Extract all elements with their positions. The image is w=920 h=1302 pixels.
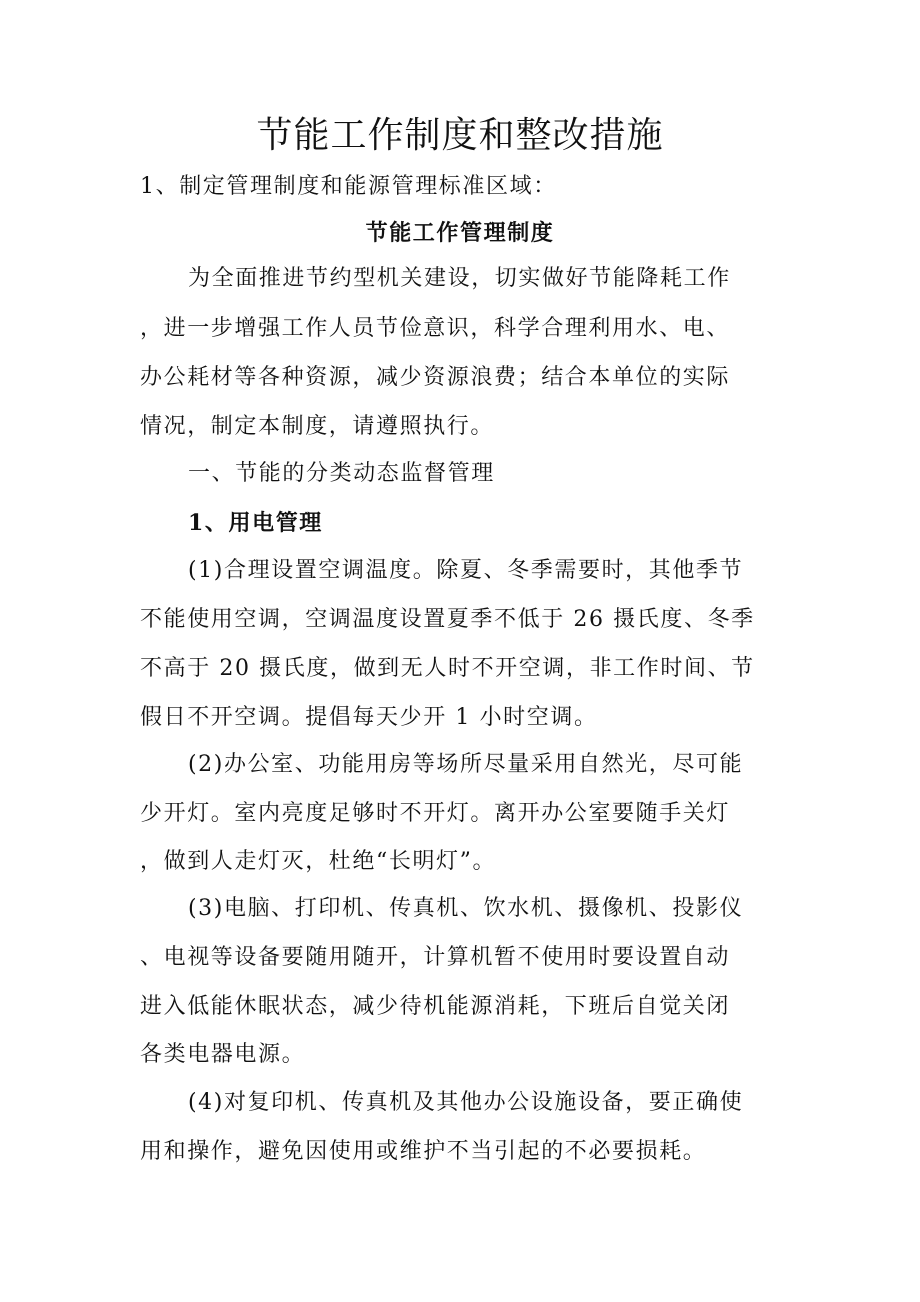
electricity-heading: 1、用电管理 xyxy=(188,510,323,536)
item1-line: (1)合理设置空调温度。除夏、冬季需要时，其他季节 xyxy=(188,558,744,583)
subtitle: 节能工作管理制度 xyxy=(365,220,555,246)
item3-line: (3)电脑、打印机、传真机、饮水机、摄像机、投影仪 xyxy=(188,896,744,921)
intro-line: 情况，制定本制度，请遵照执行。 xyxy=(140,414,495,439)
item2-line: 少开灯。室内亮度足够时不开灯。离开办公室要随手关灯 xyxy=(140,801,731,826)
item3-line: 、电视等设备要随用随开，计算机暂不使用时要设置自动 xyxy=(140,945,731,970)
intro-line: 办公耗材等各种资源，减少资源浪费；结合本单位的实际 xyxy=(140,365,731,390)
intro-line: 为全面推进节约型机关建设，切实做好节能降耗工作 xyxy=(188,266,731,291)
item3-line: 进入低能休眠状态，减少待机能源消耗，下班后自觉关闭 xyxy=(140,994,731,1019)
item3-line: 各类电器电源。 xyxy=(140,1042,306,1067)
section-heading: 1、制定管理制度和能源管理标准区域： xyxy=(140,174,557,199)
item2-line: (2)办公室、功能用房等场所尽量采用自然光，尽可能 xyxy=(188,752,744,777)
document-title: 节能工作制度和整改措施 xyxy=(256,115,664,156)
item4-line: 用和操作，避免因使用或维护不当引起的不必要损耗。 xyxy=(140,1139,707,1164)
item1-line: 不能使用空调，空调温度设置夏季不低于 26 摄氏度、冬季 xyxy=(140,607,755,632)
item1-line: 不高于 20 摄氏度，做到无人时不开空调，非工作时间、节 xyxy=(140,656,755,681)
part-one-heading: 一、节能的分类动态监督管理 xyxy=(188,461,495,486)
item2-line: ，做到人走灯灭，杜绝“长明灯”。 xyxy=(140,849,497,874)
item4-line: (4)对复印机、传真机及其他办公设施设备，要正确使 xyxy=(188,1090,744,1115)
item1-line: 假日不开空调。提倡每天少开 1 小时空调。 xyxy=(140,705,598,730)
intro-line: ，进一步增强工作人员节俭意识，科学合理利用水、电、 xyxy=(140,316,731,341)
